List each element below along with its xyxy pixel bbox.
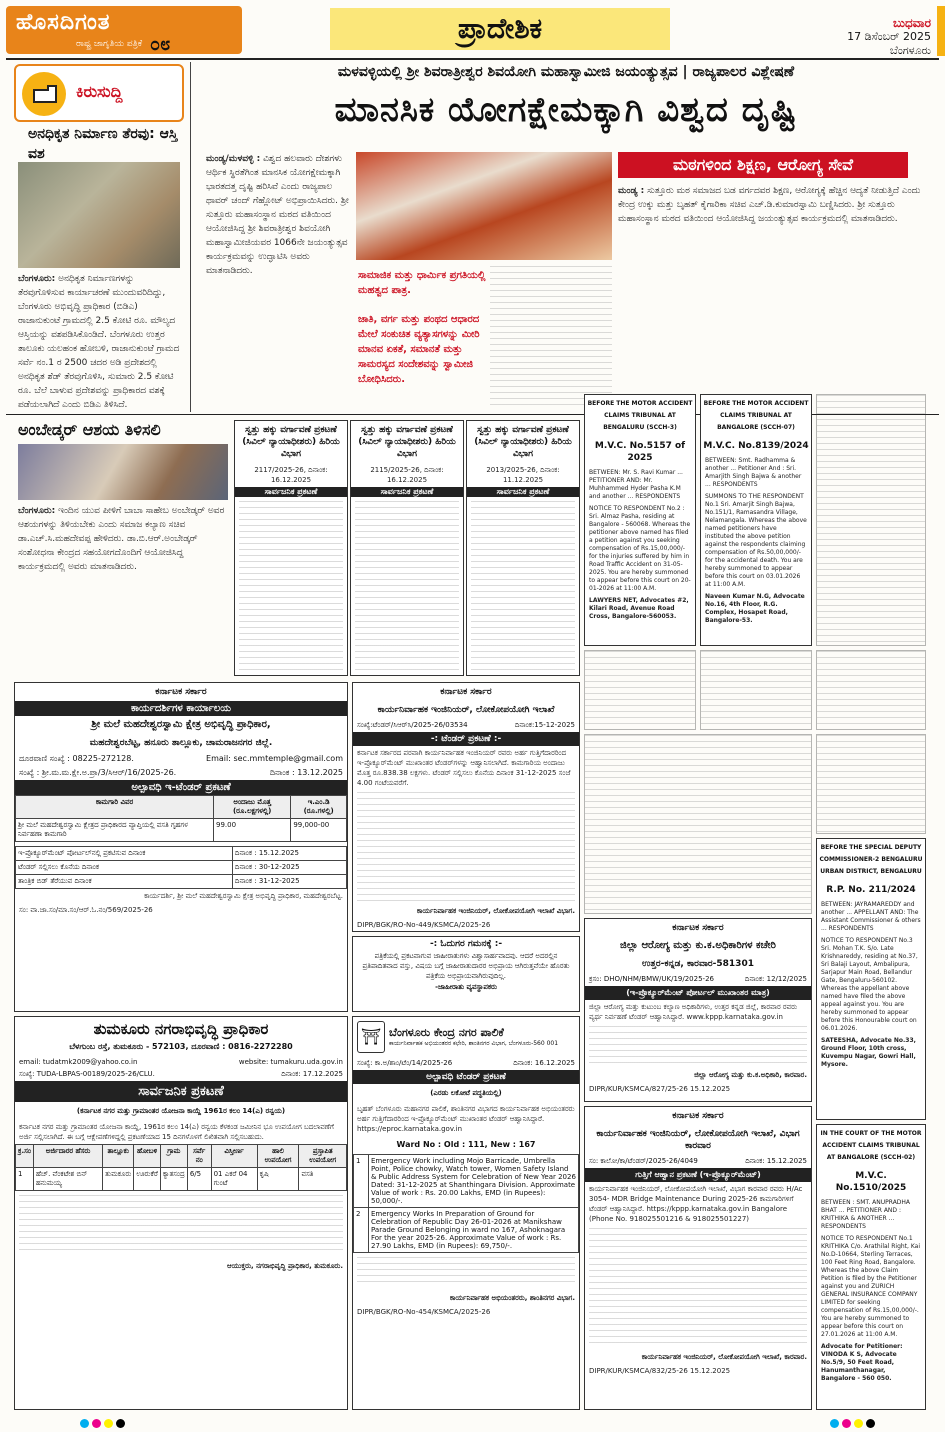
health-fine-print (589, 1026, 807, 1066)
tumakuru-ref: ಸಂಖ್ಯೆ: TUDA-LBPAS-00189/2025-26/CLU. (19, 1070, 155, 1078)
mvc-case: M.V.C. No.1510/2025 (835, 1171, 907, 1193)
pwd-gov: ಕರ್ನಾಟಕ ಸರ್ಕಾರ (672, 1111, 724, 1121)
tumakuru-header: ಅರ್ಜಿದಾರರ ಹೆಸರು (33, 1145, 102, 1168)
property-notice-title: ಸ್ವತ್ತು ಹಕ್ಕು ವರ್ಗಾವಣೆ ಪ್ರಕಟಣೆ (ಸಿವಿಲ್ ನ್ಯಾಯಾಧೀಶರು) ಹಿರಿಯ ವಿಭಾಗ (242, 425, 340, 459)
rp-body: NOTICE TO RESPONDENT No.3 Sri. Mohan T.K. S/o. Late Krishnareddy, residing at No.37, Sri Balaji Layout, Ambalipura, Sarjapur Main Road, Bellandur Gate, Bengaluru-560102. Whereas the appellant above named have filed the above appeal against you. You are hereby summoned to appear before this Honourable court on 06.01.2026. (821, 937, 918, 1032)
day-label: ಬುಧವಾರ (893, 16, 931, 30)
tumakuru-cell: ತುಮಕೂರು (103, 1168, 134, 1191)
table-row (354, 1208, 579, 1253)
brief-title: ಅನಧಿಕೃತ ನಿರ್ಮಾಣ ತೆರವು: ಆಸ್ತಿ ವಶ (28, 126, 178, 162)
tumakuru-cell: ಕೃಷಿ (257, 1168, 299, 1191)
temple-col-amount: ಅಂದಾಜು ಮೊತ್ತ (ರೂ.ಲಕ್ಷಗಳಲ್ಲಿ) (214, 796, 291, 819)
mvc-parties: BETWEEN : SMT. ANUPRADHA BHAT ... PETITIONER AND : KRITHIKA & ANOTHER ... RESPONDENTS (821, 1199, 911, 1230)
reader-notice-title: -: ಓದುಗರ ಗಮನಕ್ಕೆ :- (429, 939, 503, 949)
reader-notice-text: ಪತ್ರಿಕೆಯಲ್ಲಿ ಪ್ರಕಟವಾಗುವ ಜಾಹೀರಾತುಗಳು ವಿಶ್ವಾಸಾರ್ಹವಾದವು. ಆದರೆ ಅದರಲ್ಲಿನ ಪ್ರತಿಪಾದಿತವಾದ ವಸ್ತು, ವಿಷಯ ಬಗ್ಗೆ ಜಾಹೀರಾತುದಾರರ ಅಭಿಪ್ರಾಯ ಆಗಿರುತ್ತವೆಯೇ ಹೊರತು ಪತ್ರಿಕೆಯ ಅಭಿಪ್ರಾಯವಾಗಿರುವುದಿಲ್ಲ. (362, 952, 570, 980)
bbmp-fine-print (357, 1257, 575, 1287)
property-notice-number: 2013/2025-26, ದಿನಾಂಕ: 11.12.2025 (486, 466, 560, 484)
ambedkar-dateline: ಬೆಂಗಳೂರು: (18, 506, 56, 516)
city-label: ಬೆಂಗಳೂರು (889, 44, 931, 57)
mvc-sign: Advocate for Petitioner: VINODA K S, Advocate No.5/9, 50 Feet Road, Hanumanthanagar, Bangalore - 560 050. (821, 1343, 903, 1382)
legal-notice-small (700, 650, 812, 730)
lead-kicker: ಮಳವಳ್ಳಿಯಲ್ಲಿ ಶ್ರೀ ಶಿವರಾತ್ರೀಶ್ವರ ಶಿವಯೋಗಿ ಮಹಾಸ್ವಾಮೀಜಿ ಜಯಂತ್ಯುತ್ಸವ | ರಾಜ್ಯಪಾಲರ ವಿಶ್ಲೇಷಣೆ (337, 64, 795, 80)
bbmp-address: ಕಾರ್ಯನಿರ್ವಾಹಕ ಅಭಿಯಂತರರ ಕಛೇರಿ, ಶಾಂತಿನಗರ ವಿಭಾಗ, ಬೆಂಗಳೂರು-560 001 (389, 1040, 559, 1047)
pull-quote-2-text: ಜಾತಿ, ವರ್ಗ ಮತ್ತು ಪಂಥದ ಆಧಾರದ ಮೇಲೆ ಸಂಕುಚಿತ ವ್ಯತ್ಯಾಸಗಳನ್ನು ಮೀರಿ ಮಾನವ ಏಕತೆ, ಸಮಾನತೆ ಮತ್ತು ಸಾಮರಸ್ಯದ ಸಂದೇಶವನ್ನು ಸ್ವಾಮೀಜಿ ಬೋಧಿಸಿದರು. (358, 314, 480, 385)
lead-subhead: ಮಠಗಳಿಂದ ಶಿಕ್ಷಣ, ಆರೋಗ್ಯ ಸೇವೆ (618, 152, 908, 178)
registration-mark (866, 1419, 875, 1428)
tumakuru-header: ಗ್ರಾಮ (160, 1145, 187, 1168)
bbmp-sub: (ಎರಡು ಲಕೋಟೆ ಪದ್ಧತಿಯಲ್ಲಿ) (430, 1089, 502, 1097)
court-notice (700, 394, 812, 646)
mvc-notice (816, 1124, 926, 1410)
logo-tagline: ರಾಷ್ಟ್ರ ಜಾಗೃತಿಯ ಪತ್ರಿಕೆ (76, 39, 143, 49)
temple-ref-row (15, 766, 347, 780)
tumakuru-cell: ವಸತಿ (299, 1168, 347, 1191)
tumakuru-notice (14, 1016, 348, 1410)
temple-bar: ಅಲ್ಪಾವಧಿ ಇ-ಟೆಂಡರ್ ಪ್ರಕಟಣೆ (15, 780, 347, 795)
bbmp-row-text: Emergency Works In Preparation of Ground for Celebration of Republic Day 26-01-2026 at Manikshaw Parade Ground Belonging in ward no 167, Ashoknagara For the year 2025-26. Approximate Value of work : Rs. 27.90 Lakhs, EMD (in Rupees): 69,750/-. (369, 1208, 579, 1253)
court-notice-sign: Naveen Kumar N.G, Advocate No.16, 4th Floor, R.G. Complex, Hosapet Road, Bangalore-53. (705, 593, 805, 624)
table-row (16, 847, 347, 861)
property-notice-text (471, 501, 575, 676)
temple-tender-table (15, 795, 347, 842)
tumakuru-cell: 6/5 (187, 1168, 211, 1191)
tumakuru-header: ಹಾಲಿ ಉಪಯೋಗ (257, 1145, 299, 1168)
temple-phone: ದೂರವಾಣಿ ಸಂಖ್ಯೆ : 08225-272128. (19, 754, 134, 763)
temple-date-label: ಇ-ಪ್ರೊಕ್ಯೂರ್‌ಮೆಂಟ್ ಪೋರ್ಟಲ್‌ನಲ್ಲಿ ಪ್ರಕಟಿಸುವ ದಿನಾಂಕ (16, 847, 233, 861)
bbmp-tender-notice (352, 1016, 580, 1410)
rp-head: BEFORE THE SPECIAL DEPUTY COMMISSIONER-2 BENGALURU URBAN DISTRICT, BENGALURU (819, 844, 923, 875)
mvc-head: IN THE COURT OF THE MOTOR ACCIDENT CLAIMS TRIBUNAL AT BANGALORE (SCCH-02) (820, 1130, 922, 1161)
table-row (16, 875, 347, 889)
tumakuru-email: email: tudatmk2009@yahoo.co.in (19, 1058, 138, 1066)
temple-date: ದಿನಾಂಕ : 13.12.2025 (269, 768, 343, 777)
brief-label-box (14, 64, 184, 122)
property-notice-title: ಸ್ವತ್ತು ಹಕ್ಕು ವರ್ಗಾವಣೆ ಪ್ರಕಟಣೆ (ಸಿವಿಲ್ ನ್ಯಾಯಾಧೀಶರು) ಹಿರಿಯ ವಿಭಾಗ (474, 425, 572, 459)
lead-body-2 (618, 184, 924, 408)
pwd-date: ದಿನಾಂಕ: 15.12.2025 (745, 1157, 807, 1165)
ambedkar-body (18, 504, 228, 676)
tumakuru-body: ಕರ್ನಾಟಕ ನಗರ ಮತ್ತು ಗ್ರಾಮಾಂತರ ಯೋಜನಾ ಕಾಯ್ದೆ, 1961ರ ಕಲಂ 14(ಎ) ರನ್ವಯ ಕೆಳಕಂಡ ಜಮೀನಿನ ಭೂ ಉಪಯೋಗ ಬದಲಾವಣೆಗೆ ಅರ್ಜಿ ಸಲ್ಲಿಸಲಾಗಿದೆ. ಈ ಬಗ್ಗೆ ಆಕ್ಷೇಪಣೆಗಳಿದ್ದಲ್ಲಿ ಪ್ರಕಟಣೆಯಾದ 15 ದಿನಗಳೊಳಗೆ ಲಿಖಿತವಾಗಿ ಸಲ್ಲಿಸಬಹುದು. (19, 1123, 334, 1141)
rp-case: R.P. No. 211/2024 (826, 885, 916, 895)
temple-date-label: ತಾಂತ್ರಿಕ ಬಿಡ್ ತೆರೆಯುವ ದಿನಾಂಕ (16, 875, 233, 889)
registration-mark (842, 1419, 851, 1428)
temple-org: ಶ್ರೀ ಮಲೆ ಮಹದೇಶ್ವರಸ್ವಾಮಿ ಕ್ಷೇತ್ರ ಅಭಿವೃದ್ಧಿ ಪ್ರಾಧಿಕಾರ, (91, 719, 271, 730)
bbmp-body: ಬೃಹತ್ ಬೆಂಗಳೂರು ಮಹಾನಗರ ಪಾಲಿಕೆ, ಶಾಂತಿನಗರ ವಿಭಾಗದ ಕಾರ್ಯನಿರ್ವಾಹಕ ಅಭಿಯಂತರರು ಅರ್ಹ ಗುತ್ತಿಗೆದಾರರಿಂದ ಇ-ಪ್ರೊಕ್ಯೂರ್‌ಮೆಂಟ್ ಮುಖಾಂತರ ಟೆಂಡರ್ ಆಹ್ವಾನಿಸಿದ್ದಾರೆ. https://eproc.karnataka.gov.in (357, 1105, 575, 1133)
lead-body-continuation (490, 266, 612, 408)
health-ref-row (585, 973, 811, 986)
temple-date-label: ಟೆಂಡರ್ ಸಲ್ಲಿಸಲು ಕೊನೆಯ ದಿನಾಂಕ (16, 861, 233, 875)
brief-text: ಅನಧಿಕೃತ ನಿರ್ಮಾಣಗಳನ್ನು ತೆರವುಗೊಳಿಸುವ ಕಾರ್ಯಾಚರಣೆ ಮುಂದುವರಿದಿದ್ದು, ಬೆಂಗಳೂರು ಅಭಿವೃದ್ಧಿ ಪ್ರಾಧಿಕಾರ (ಬಿಡಿಎ) ರಾಜಾನುಕುಂಟೆ ಗ್ರಾಮದಲ್ಲಿ 2.5 ಕೋಟಿ ರೂ. ಮೌಲ್ಯದ ಆಸ್ತಿಯನ್ನು ವಶಪಡಿಸಿಕೊಂಡಿದೆ. ಬೆಂಗಳೂರು ಉತ್ತರ ತಾಲೂಕು ಯಲಹಂಕ ಹೋಬಳಿ, ರಾಜಾನುಕುಂಟೆ ಗ್ರಾಮದ ಸರ್ವೆ ನಂ.1 ರ 2500 ಚದರ ಅಡಿ ಪ್ರದೇಶದಲ್ಲಿ ಅನಧಿಕೃತ ಶೆಡ್ ತೆರವುಗೊಳಿಸಿ, ಸುಮಾರು 2.5 ಕೋಟಿ ರೂ. ಬೆಲೆ ಬಾಳುವ ಪ್ರದೇಶವನ್ನು ಪ್ರಾಧಿಕಾರದ ವಶಕ್ಕೆ ಪಡೆಯಲಾಗಿದೆ ಎಂದು ಬಿಡಿಎ ತಿಳಿಸಿದೆ. (18, 274, 180, 410)
pwd-signer: ಕಾರ್ಯನಿರ್ವಾಹಕ ಇಂಜಿನಿಯರ್, ಲೋಕೋಪಯೋಗಿ ಇಲಾಖೆ, ಕಾರವಾರ. (641, 1353, 807, 1361)
lead-dateline-1: ಮಂಡ್ಯ/ಮಳವಳ್ಳಿ : (206, 154, 261, 164)
masthead-logo (6, 6, 242, 54)
bbmp-header (353, 1017, 579, 1057)
pwd-bar: ಗುತ್ತಿಗೆ ಆಹ್ವಾನ ಪ್ರಕಟಣೆ (ಇ-ಪ್ರೊಕ್ಯೂರ್‌ಮೆಂಟ್) (585, 1168, 811, 1182)
ksrdpr-gov: ಕರ್ನಾಟಕ ಸರ್ಕಾರ (440, 687, 492, 697)
pull-quote-1 (358, 268, 486, 298)
ksrdpr-ref: ಸಂಖ್ಯೆ:ಟೆಂಡರ್/ಸಿಆರ್‌ಸಿ/2025-26/03534 (357, 721, 468, 729)
property-notice-number: 2117/2025-26, ದಿನಾಂಕ: 16.12.2025 (254, 466, 328, 484)
rp-notice (816, 838, 926, 1120)
legal-notice-block (584, 734, 812, 914)
temple-date-value: ದಿನಾಂಕ : 15.12.2025 (232, 847, 346, 861)
temple-row-amount: 99.00 (214, 819, 291, 842)
tumakuru-sub: (ಕರ್ನಾಟಕ ನಗರ ಮತ್ತು ಗ್ರಾಮಾಂತರ ಯೋಜನಾ ಕಾಯ್ದೆ 1961ರ ಕಲಂ 14(ಎ) ರನ್ವಯ) (76, 1107, 286, 1115)
tumakuru-cell: ಕ್ಯಾತಸಂದ್ರ (160, 1168, 187, 1191)
table-row (354, 1155, 579, 1208)
legal-notice-block (816, 734, 926, 834)
emblem-icon: ⛩ (357, 1021, 385, 1053)
bbmp-bar: ಅಲ್ಪಾವಧಿ ಟೆಂಡರ್ ಪ್ರಕಟಣೆ (353, 1070, 579, 1084)
ksrdpr-ref-row (353, 719, 579, 732)
pwd-ref-row (585, 1155, 811, 1168)
brief-label: ಕಿರುಸುದ್ದಿ (76, 82, 123, 101)
temple-office: ಕಾರ್ಯದರ್ಶಿಗಳ ಕಾರ್ಯಾಲಯ (15, 701, 347, 716)
ksrdpr-office: ಕಾರ್ಯನಿರ್ವಾಹಕ ಇಂಜಿನಿಯರ್, ಲೋಕೋಪಯೋಗಿ ಇಲಾಖೆ (377, 705, 555, 715)
temple-tender-notice (14, 682, 348, 1012)
health-signer: ಜಿಲ್ಲಾ ಆರೋಗ್ಯ ಮತ್ತು ಕು.ಕ.ಅಧಿಕಾರಿ, ಕಾರವಾರ. (694, 1071, 807, 1079)
mvc-body: NOTICE TO RESPONDENT No.1 KRITHIKA C/o. Arathilal Right, Kai No.D-10664, Sterling Terraces, 100 Feet Ring Road, Bangalore. Whereas the above Claim Petition is filed by the Petitioner against you and ZURICH GENERAL INSURANCE COMPANY LIMITED for seeking compensation of Rs.15,00,000/-. You are hereby summoned to appear before this court on 27.01.2026 at 11:00 A.M. (821, 1235, 921, 1338)
temple-address: ಮಹದೇಶ್ವರಬೆಟ್ಟ, ಹನೂರು ತಾಲ್ಲೂಕು, ಚಾಮರಾಜನಗರ ಜಿಲ್ಲೆ. (89, 738, 273, 748)
registration-mark (830, 1419, 839, 1428)
dateline (847, 16, 931, 58)
property-notice (350, 420, 464, 676)
registration-mark (854, 1419, 863, 1428)
tumakuru-website: website: tumakuru.uda.gov.in (238, 1058, 343, 1066)
pwd-office: ಕಾರ್ಯನಿರ್ವಾಹಕ ಇಂಜಿನಿಯರ್, ಲೋಕೋಪಯೋಗಿ ಇಲಾಖೆ, ವಿಭಾಗ ಕಾರವಾರ (596, 1129, 800, 1151)
temple-col-emd: ಇ.ಎಂ.ಡಿ (ರೂ.ಗಳಲ್ಲಿ) (291, 796, 347, 819)
demolition-photo (18, 162, 180, 268)
pull-quote-1-text: ಸಾಮಾಜಿಕ ಮತ್ತು ಧಾರ್ಮಿಕ ಪ್ರಗತಿಯಲ್ಲಿ ಮಹತ್ವದ ಪಾತ್ರ. (358, 270, 486, 296)
legal-notice-column (816, 394, 926, 646)
ambedkar-title: ಅಂಬೇಡ್ಕರ್ ಆಶಯ ತಿಳಿಸಲಿ (18, 420, 161, 439)
tumakuru-header: ವಿಸ್ತೀರ್ಣ (211, 1145, 257, 1168)
tumakuru-header: ತಾಲ್ಲೂಕು (103, 1145, 134, 1168)
property-notice (234, 420, 348, 676)
tumakuru-cell: 01 ಎಕರೆ 04 ಗುಂಟೆ (211, 1168, 257, 1191)
health-address: ಉತ್ತರ-ಕನ್ನಡ, ಕಾರವಾರ-581301 (642, 959, 754, 969)
court-notice (584, 394, 696, 646)
pwd-dipr: DIPR/KUR/KSMCA/832/25-26 15.12.2025 (589, 1367, 731, 1375)
tumakuru-date: ದಿನಾಂಕ: 17.12.2025 (281, 1070, 343, 1078)
tumakuru-cell: ಹೆಚ್. ವೆಂಕಟೇಶ ಬಿನ್ ಹನುಮಯ್ಯ (33, 1168, 102, 1191)
bbmp-signer: ಕಾರ್ಯನಿರ್ವಾಹಕ ಅಭಿಯಂತರರು, ಶಾಂತಿನಗರ ವಿಭಾಗ. (449, 1294, 575, 1302)
ksrdpr-dipr: DIPR/BGK/RO-No-449/KSMCA/2025-26 (357, 921, 491, 929)
temple-gov: ಕರ್ನಾಟಕ ಸರ್ಕಾರ (155, 687, 207, 697)
tumakuru-ref-row (15, 1068, 347, 1081)
tumakuru-header: ಹೋಬಳಿ (134, 1145, 161, 1168)
tumakuru-fine-print (19, 1195, 343, 1255)
brief-body (18, 272, 180, 412)
lead-body-1 (206, 152, 352, 412)
pointing-hand-icon (22, 72, 66, 116)
temple-contact-row (15, 752, 347, 766)
property-notice-text (355, 501, 459, 676)
lead-headline: ಮಾನಸಿಕ ಯೋಗಕ್ಷೇಮಕ್ಕಾಗಿ ವಿಶ್ವದ ದೃಷ್ಟಿ (334, 90, 798, 130)
tumakuru-header: ಪ್ರಸ್ತಾಪಿತ ಉಪಯೋಗ (299, 1145, 347, 1168)
health-date: ದಿನಾಂಕ: 12/12/2025 (744, 975, 807, 983)
rp-parties: BETWEEN: JAYRAMAREDDY and another ... APPELLANT AND: The Assistant Commissioner & others ... RESPONDENTS (821, 901, 921, 932)
masthead-rule (6, 58, 939, 60)
court-notice-case: M.V.C. No.5157 of 2025 (594, 441, 686, 463)
event-photo (356, 152, 612, 260)
health-bar: (ಇ-ಪ್ರೊಕ್ಯೂರ್‌ಮೆಂಟ್ ಪೋರ್ಟಲ್ ಮುಖಾಂತರ ಮಾತ್ರ) (585, 986, 811, 1000)
pwd-fine-print (589, 1228, 807, 1348)
pwd-body: ಕಾರ್ಯನಿರ್ವಾಹಕ ಇಂಜಿನಿಯರ್, ಲೋಕೋಪಯೋಗಿ ಇಲಾಖೆ, ವಿಭಾಗ ಕಾರವಾರ ರವರು H/Ac 3054- MDR Bridge Maintenance During 2025-26 ಕಾಮಗಾರಿಗಳಿಗೆ ಟೆಂಡರ್ ಆಹ್ವಾನಿಸಿದ್ದಾರೆ. https://kppp.karnataka.gov.in Bangalore (Phone No. 918025501216 & 918025501227) (589, 1185, 803, 1223)
temple-row-emd: 99,000-00 (291, 819, 347, 842)
temple-signer: ಕಾರ್ಯದರ್ಶಿ, ಶ್ರೀ ಮಲೆ ಮಹದೇಶ್ವರಸ್ವಾಮಿ ಕ್ಷೇತ್ರ ಅಭಿವೃದ್ಧಿ ಪ್ರಾಧಿಕಾರ, ಮಹದೇಶ್ವರಬೆಟ್ಟ. (144, 892, 343, 900)
registration-mark (116, 1419, 125, 1428)
date-label: 17 ಡಿಸೆಂಬರ್ 2025 (847, 30, 931, 43)
registration-mark (104, 1419, 113, 1428)
registration-mark (92, 1419, 101, 1428)
property-notice (466, 420, 580, 676)
health-dipr: DIPR/KUR/KSMCA/827/25-26 15.12.2025 (589, 1085, 731, 1093)
bbmp-ref-row (353, 1057, 579, 1070)
court-notice-body: NOTICE TO RESPONDENT No.2 : Sri. Almaz Pasha, residing at Bangalore - 560068. Whereas the petitioner above named has filed a petition against you seeking compensation of Rs.15,00,000/- for the injuries suffered by him in Road Traffic Accident on 31-05-2025. You are hereby summoned to appear before this court on 20-01-2026 at 11:00 A.M. (589, 505, 691, 592)
ambedkar-text: ಇಂದಿನ ಯುವ ಪೀಳಿಗೆ ಬಾಬಾ ಸಾಹೇಬ ಅಂಬೇಡ್ಕರ್ ಅವರ ಆಶಯಗಳನ್ನು ತಿಳಿಯಬೇಕು ಎಂದು ಸಮಾಜ ಕಲ್ಯಾಣ ಸಚಿವ ಡಾ.ಎಚ್.ಸಿ.ಮಹದೇವಪ್ಪ ಹೇಳಿದರು. ಡಾ.ಬಿ.ಆರ್.ಅಂಬೇಡ್ಕರ್ ಸಂಶೋಧನಾ ಕೇಂದ್ರದ ಸಹಯೋಗದೊಂದಿಗೆ ಆಯೋಜಿಸಿದ್ದ ಕಾರ್ಯಕ್ರಮದಲ್ಲಿ ಅವರು ಮಾತನಾಡಿದರು. (18, 506, 225, 572)
rp-sign: SATEESHA, Advocate No.33, Ground Floor, 10th cross, Kuvempu Nagar, Gowri Hall, Mysore. (821, 1037, 916, 1068)
col-divider (190, 62, 191, 412)
lead-text-1: ವಿಶ್ವದ ಹಲವಾರು ದೇಶಗಳು ಆರ್ಥಿಕ ಸ್ಥಿರತೆಗಿಂತ ಮಾನಸಿಕ ಯೋಗಕ್ಷೇಮಕ್ಕಾಗಿ ಭಾರತದತ್ತ ದೃಷ್ಟಿ ಹರಿಸಿವೆ ಎಂದು ರಾಜ್ಯಪಾಲ ಥಾವರ್ ಚಂದ್ ಗೆಹ್ಲೋಟ್ ಅಭಿಪ್ರಾಯಿಸಿದರು. ಶ್ರೀ ಸುತ್ತೂರು ಮಹಾಸಂಸ್ಥಾನ ಮಠದ ವತಿಯಿಂದ ಆಯೋಜಿಸಿದ್ದ ಶ್ರೀ ಶಿವರಾತ್ರೀಶ್ವರ ಶಿವಯೋಗಿ ಮಹಾಸ್ವಾಮೀಜಿಯವರ 1066ನೇ ಜಯಂತ್ಯುತ್ಸವ ಕಾರ್ಯಕ್ರಮವನ್ನು ಉದ್ಘಾಟಿಸಿ ಅವರು ಮಾತನಾಡಿದರು. (206, 154, 349, 276)
court-notice-head: BEFORE THE MOTOR ACCIDENT CLAIMS TRIBUNAL AT BANGALORE (SCCH-07) (703, 400, 809, 431)
table-row (16, 819, 347, 842)
court-notice-body: SUMMONS TO THE RESPONDENT No.1 Sri. Amarjit Singh Bajwa, No.151/1, Ramasandra Village, Nelamangala. Whereas the above named petitioners have instituted the above petition against the respondents claiming compensation of Rs.50,00,000/- for the accidental death. You are hereby summoned to appear before this court on 03.01.2026 at 11:00 A.M. (705, 493, 807, 588)
ksrdpr-bar: -: ಟೆಂಡರ್ ಪ್ರಕಟಣೆ :- (353, 732, 579, 746)
health-tender-notice (584, 918, 812, 1102)
bbmp-row-text: Emergency Work including Mojo Barricade, Umbrella Point, Police chowky, Watch tower, Women Safety Island & Public Address System for Celebration of New Year 2026 Dated: 31-12-2025 at Shanthingara Division. Approximate Value of work : Rs. 20.00 Lakhs, EMD (in Rupees): 50,000/-. (369, 1155, 579, 1208)
ksrdpr-date: ದಿನಾಂಕ:15-12-2025 (514, 721, 575, 729)
bbmp-dipr: DIPR/BGK/RO-No-454/KSMCA/2025-26 (357, 1308, 491, 1316)
tumakuru-cell: 1 (16, 1168, 34, 1191)
ksrdpr-signer: ಕಾರ್ಯನಿರ್ವಾಹಕ ಇಂಜಿನಿಯರ್, ಲೋಕೋಪಯೋಗಿ ಇಲಾಖೆ ವಿಭಾಗ. (416, 907, 575, 915)
lead-dateline-2: ಮಂಡ್ಯ : (618, 186, 645, 196)
court-notice-head: BEFORE THE MOTOR ACCIDENT CLAIMS TRIBUNAL AT BENGALURU (SCCH-3) (587, 400, 693, 431)
temple-footer: ಸಂ: ವಾ.ಜಾ.ಸಂ/ಮಾ.ಸಂ/ಆರ್.ಓ.ನಂ/569/2025-26 (19, 906, 153, 914)
temple-ref: ಸಂಖ್ಯೆ : ಶ್ರೀ.ಮ.ಮ.ಕ್ಷೇ.ಅ.ಪ್ರಾ/3/ಸಿಆರ್/16/2025-26. (19, 768, 177, 777)
bbmp-table (353, 1154, 579, 1253)
reader-notice-sign: -ಜಾಹೀರಾತು ವ್ಯವಸ್ಥಾಪಕರು (435, 983, 497, 991)
temple-email: Email: sec.mmtemple@gmail.com (206, 754, 343, 763)
property-notice-sub: ಸಾರ್ವಜನಿಕ ಪ್ರಕಟಣೆ (351, 487, 463, 497)
temple-dates-table (15, 846, 347, 889)
table-row (16, 1168, 347, 1191)
tumakuru-header: ಕ್ರ.ಸಂ (16, 1145, 34, 1168)
property-notice-title: ಸ್ವತ್ತು ಹಕ್ಕು ವರ್ಗಾವಣೆ ಪ್ರಕಟಣೆ (ಸಿವಿಲ್ ನ್ಯಾಯಾಧೀಶರು) ಹಿರಿಯ ವಿಭಾಗ (358, 425, 456, 459)
tumakuru-title: ತುಮಕೂರು ನಗರಾಭಿವೃದ್ಧಿ ಪ್ರಾಧಿಕಾರ (93, 1020, 269, 1038)
tumakuru-bar: ಸಾರ್ವಜನಿಕ ಪ್ರಕಟಣೆ (15, 1081, 347, 1102)
pwd-ref: ಸಂ: ಕಾಲೋ/ಕಾ/ಟೆಂಡರ್/2025-26/4049 (589, 1157, 698, 1165)
health-ref: ಕ್ರಸಂ: DHO/NHM/BMW/UK/19/2025-26 (589, 975, 714, 983)
temple-date-value: ದಿನಾಂಕ : 31-12-2025 (232, 875, 346, 889)
court-notice-sign: LAWYERS NET, Advocates #2, Kilari Road, Avenue Road Cross, Bangalore-560053. (589, 597, 689, 620)
court-notice-parties: BETWEEN: Mr. S. Ravi Kumar ... PETITIONER AND: Mr. Muhhammed Hyder Pasha K.M and another ... RESPONDENTS (589, 469, 683, 500)
temple-date-value: ದಿನಾಂಕ : 30-12-2025 (232, 861, 346, 875)
health-office: ಜಿಲ್ಲಾ ಆರೋಗ್ಯ ಮತ್ತು ಕು.ಕ.ಅಧಿಕಾರಿಗಳ ಕಚೇರಿ (620, 940, 776, 951)
legal-notice-small (816, 650, 926, 730)
tumakuru-address: ಬೆಳಗುಂಬ ರಸ್ತೆ, ತುಮಕೂರು - 572103, ದೂರವಾಣಿ : 0816-2272280 (69, 1042, 293, 1051)
table-row (16, 861, 347, 875)
bbmp-ref: ಸಂಖ್ಯೆ: ಕಾ.ಅ/ಶಾಂ/ಟೆಂ/14/2025-26 (357, 1059, 453, 1067)
health-gov: ಕರ್ನಾಟಕ ಸರ್ಕಾರ (672, 923, 724, 933)
tumakuru-contact-row (15, 1056, 347, 1068)
brief-dateline: ಬೆಂಗಳೂರು: (18, 274, 56, 284)
property-notice-text (239, 501, 343, 676)
temple-row-work: ಶ್ರೀ ಮಲೆ ಮಹದೇಶ್ವರಸ್ವಾಮಿ ಕ್ಷೇತ್ರದ ಪ್ರಾಧಿಕಾರದ ವ್ಯಾಪ್ತಿಯಲ್ಲಿ ವಸತಿ ಗೃಹಗಳ ನಿರ್ವಹಣಾ ಕಾಮಗಾರಿ (16, 819, 214, 842)
pwd-tender-notice (352, 682, 580, 932)
tumakuru-signer: ಆಯುಕ್ತರು, ನಗರಾಭಿವೃದ್ಧಿ ಪ್ರಾಧಿಕಾರ, ತುಮಕೂರು. (227, 1262, 343, 1270)
ksrdpr-fine-print (357, 792, 575, 902)
property-notice-sub: ಸಾರ್ವಜನಿಕ ಪ್ರಕಟಣೆ (235, 487, 347, 497)
pull-quote-2 (358, 312, 486, 408)
tumakuru-table (15, 1144, 347, 1191)
lead-text-2: ಸುತ್ತೂರು ಮಠ ಸಮಾಜದ ಬಡ ವರ್ಗದವರ ಶಿಕ್ಷಣ, ಆರೋಗ್ಯಕ್ಕೆ ಹೆಚ್ಚಿನ ಆದ್ಯತೆ ನೀಡುತ್ತಿದೆ ಎಂದು ಕೇಂದ್ರ ಉಕ್ಕು ಮತ್ತು ಬೃಹತ್ ಕೈಗಾರಿಕಾ ಸಚಿವ ಎಚ್.ಡಿ.ಕುಮಾರಸ್ವಾಮಿ ಬಣ್ಣಿಸಿದರು. ಶ್ರೀ ಸುತ್ತೂರು ಮಹಾಸಂಸ್ಥಾನ ಮಠದ ವತಿಯಿಂದ ಆಯೋಜಿಸಿದ್ದ ಜಯಂತ್ಯುತ್ಸವ ಕಾರ್ಯಕ್ರಮದಲ್ಲಿ ಮಾತನಾಡಿದರು. (618, 186, 921, 224)
legal-notice-small (584, 650, 696, 730)
ambedkar-photo (18, 444, 228, 500)
bbmp-ward: Ward No : Old : 111, New : 167 (396, 1140, 536, 1149)
temple-col-work: ಕಾಮಗಾರಿ ವಿವರ (16, 796, 214, 819)
property-notice-sub: ಸಾರ್ವಜನಿಕ ಪ್ರಕಟಣೆ (467, 487, 579, 497)
court-notice-parties: BETWEEN: Smt. Radhamma & another ... Petitioner And : Sri. Amarjith Singh Bajwa & another ... RESPONDENTS (705, 457, 802, 488)
registration-mark (80, 1419, 89, 1428)
section-title: ಪ್ರಾದೇಶಿಕ (330, 8, 670, 50)
pwd-karwar-tender-notice (584, 1106, 812, 1410)
health-body: ಜಿಲ್ಲಾ ಆರೋಗ್ಯ ಮತ್ತು ಕುಟುಂಬ ಕಲ್ಯಾಣ ಅಧಿಕಾರಿಗಳು, ಉತ್ತರ ಕನ್ನಡ ಜಿಲ್ಲೆ, ಕಾರವಾರ ರವರು ವ್ಯರ್ಥ ನಿರ್ವಹಣೆ ಟೆಂಡರ್ ಆಹ್ವಾನಿಸಿದ್ದಾರೆ. www.kppp.karnataka.gov.in (589, 1003, 798, 1021)
tumakuru-cell: ಊರುಕೆರೆ (134, 1168, 161, 1191)
reader-notice (352, 936, 580, 1012)
court-notice-case: M.V.C. No.8139/2024 (703, 441, 809, 451)
page-number: ೦೮ (150, 34, 171, 55)
bbmp-row-number: 2 (354, 1208, 369, 1253)
ksrdpr-body: ಕರ್ನಾಟಕ ಸರ್ಕಾರದ ಪರವಾಗಿ ಕಾರ್ಯನಿರ್ವಾಹಕ ಇಂಜಿನಿಯರ್ ರವರು ಅರ್ಹ ಗುತ್ತಿಗೆದಾರರಿಂದ ಇ-ಪ್ರೊಕ್ಯೂರ್‌ಮೆಂಟ್ ಮುಖಾಂತರ ಟೆಂಡರ್‌ಗಳನ್ನು ಆಹ್ವಾನಿಸಲಾಗಿದೆ. ಕಾಮಗಾರಿಯ ಅಂದಾಜು ಮೊತ್ತ ರೂ.838.38 ಲಕ್ಷಗಳು. ಟೆಂಡರ್ ಸಲ್ಲಿಸಲು ಕೊನೆಯ ದಿನಾಂಕ 31-12-2025 ಸಂಜೆ 4.00 ಗಂಟೆಯವರೆಗೆ. (357, 749, 571, 787)
logo-text: ಹೊಸದಿಗಂತ (16, 10, 111, 35)
bbmp-date: ದಿನಾಂಕ: 16.12.2025 (513, 1059, 575, 1067)
property-notice-number: 2115/2025-26, ದಿನಾಂಕ: 16.12.2025 (370, 466, 444, 484)
bbmp-row-number: 1 (354, 1155, 369, 1208)
edition-tab (937, 6, 945, 56)
tumakuru-header: ಸರ್ವೆ ನಂ (187, 1145, 211, 1168)
bbmp-title: ಬೆಂಗಳೂರು ಕೇಂದ್ರ ನಗರ ಪಾಲಿಕೆ (389, 1026, 504, 1039)
